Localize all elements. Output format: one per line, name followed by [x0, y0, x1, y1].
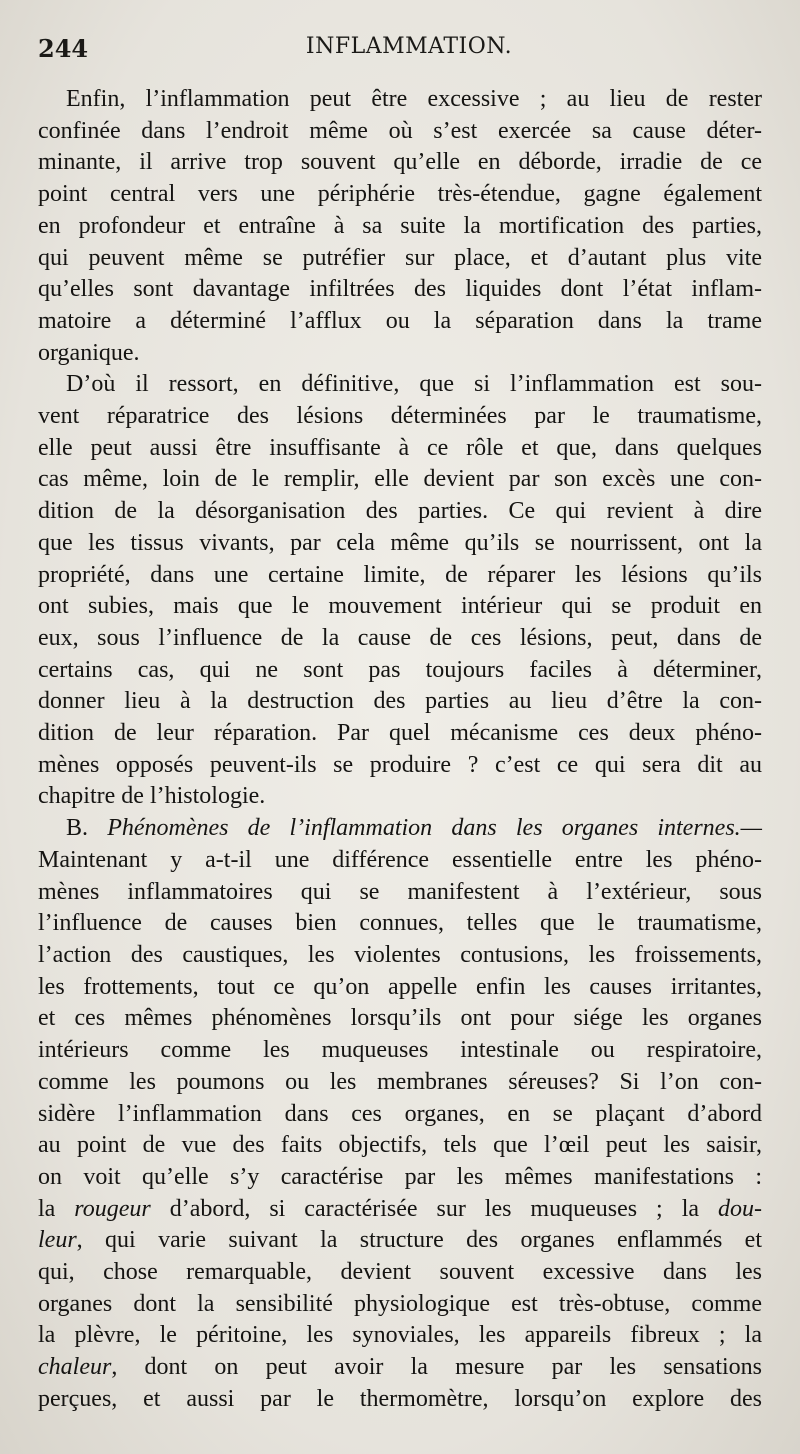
text-line: en profondeur et entraîne à sa suite la mortification des parties, [38, 212, 762, 239]
text-line: qu’elles sont davantage infiltrées des liquides dont l’état inflam- [38, 276, 762, 303]
text-line: eux, sous l’influence de la cause de ces lésions, peut, dans de [38, 624, 762, 651]
paragraph-1 [38, 84, 762, 369]
text-line: ont subies, mais que le mouvement intérieur qui se produit en [38, 593, 762, 620]
running-title: INFLAMMATION. [305, 34, 513, 59]
paragraph-2 [38, 369, 762, 813]
text-segment: , qui varie suivant la structure des organes enflammés et [76, 1227, 762, 1254]
text-line: organique. [38, 339, 140, 366]
text-line: intérieurs comme les muqueuses intestinale ou respiratoire, [38, 1037, 762, 1064]
text-line: organes dont la sensibilité physiologique est très-obtuse, comme [38, 1290, 762, 1317]
paragraph-section-b [38, 813, 762, 1415]
running-head [38, 34, 770, 66]
text-line-douleur [38, 1225, 762, 1257]
text-line: on voit qu’elle s’y caractérise par les mêmes manifestations : [38, 1163, 762, 1190]
text-line: mènes opposés peuvent-ils se produire ? c’est ce qui sera dit au [38, 751, 762, 778]
text-line: et ces mêmes phénomènes lorsqu’ils ont pour siége les organes [38, 1005, 762, 1032]
text-segment: la [38, 1195, 75, 1222]
text-line: l’action des caustiques, les violentes contusions, les froissements, [38, 941, 762, 968]
text-line: cas même, loin de le remplir, elle devient par son excès une con- [38, 466, 762, 493]
text-line: propriété, dans une certaine limite, de réparer les lésions qu’ils [38, 561, 762, 588]
text-line-chaleur [38, 1352, 762, 1384]
text-line: perçues, et aussi par le thermomètre, lorsqu’on explore des [38, 1385, 762, 1412]
text-line: la plèvre, le péritoine, les synoviales, les appareils fibreux ; la [38, 1322, 762, 1349]
text-line: mènes inflammatoires qui se manifestent à l’extérieur, sous [38, 878, 762, 905]
term-douleur-start: dou- [718, 1195, 762, 1222]
text-line: au point de vue des faits objectifs, tels que l’œil peut les saisir, [38, 1132, 762, 1159]
term-rougeur: rougeur [74, 1195, 151, 1222]
body-text [38, 84, 762, 1416]
text-segment: d’abord, si caractérisée sur les muqueuses ; la [150, 1195, 718, 1222]
text-line: sidère l’inflammation dans ces organes, en se plaçant d’abord [38, 1100, 762, 1127]
text-line: donner lieu à la destruction des parties au lieu d’être la con- [38, 688, 762, 715]
text-line: confinée dans l’endroit même où s’est exercée sa cause déter- [38, 117, 762, 144]
section-heading-line [38, 813, 762, 845]
text-segment: , dont on peut avoir la mesure par les sensations [111, 1354, 762, 1381]
text-line: qui peuvent même se putréfier sur place, et d’autant plus vite [38, 244, 762, 271]
text-line: l’influence de causes bien connues, telles que le traumatisme, [38, 910, 762, 937]
text-line: que les tissus vivants, par cela même qu’ils se nourrissent, ont la [38, 529, 762, 556]
text-line: Enfin, l’inflammation peut être excessive ; au lieu de rester [66, 86, 762, 112]
text-line: D’où il ressort, en définitive, que si l’inflammation est sou- [66, 371, 762, 398]
text-line: elle peut aussi être insuffisante à ce rôle et que, dans quelques [38, 434, 762, 461]
text-line: comme les poumons ou les membranes séreuses? Si l’on con- [38, 1068, 762, 1095]
text-line: chapitre de l’histologie. [38, 783, 266, 810]
text-line-rougeur [38, 1194, 762, 1226]
section-title: Phénomènes de l’inflammation dans les organes internes.— [107, 815, 762, 842]
text-line: les frottements, tout ce qu’on appelle enfin les causes irritantes, [38, 973, 762, 1000]
text-line: certains cas, qui ne sont pas toujours faciles à déterminer, [38, 656, 762, 683]
term-chaleur: chaleur [38, 1354, 112, 1381]
text-line: vent réparatrice des lésions déterminées par le traumatisme, [38, 403, 762, 430]
text-line: dition de leur réparation. Par quel mécanisme ces deux phéno- [38, 720, 762, 747]
text-line: qui, chose remarquable, devient souvent excessive dans les [38, 1259, 762, 1286]
page-number: 244 [38, 34, 89, 63]
text-line: matoire a déterminé l’afflux ou la séparation dans la trame [38, 307, 762, 334]
text-line: dition de la désorganisation des parties. Ce qui revient à dire [38, 498, 762, 525]
term-douleur-end: leur [38, 1227, 77, 1254]
text-line: point central vers une périphérie très-étendue, gagne également [38, 181, 762, 208]
text-line: Maintenant y a-t-il une différence essentielle entre les phéno- [38, 846, 762, 873]
text-line: minante, il arrive trop souvent qu’elle en déborde, irradie de ce [38, 149, 762, 176]
section-label: B. [66, 815, 89, 842]
